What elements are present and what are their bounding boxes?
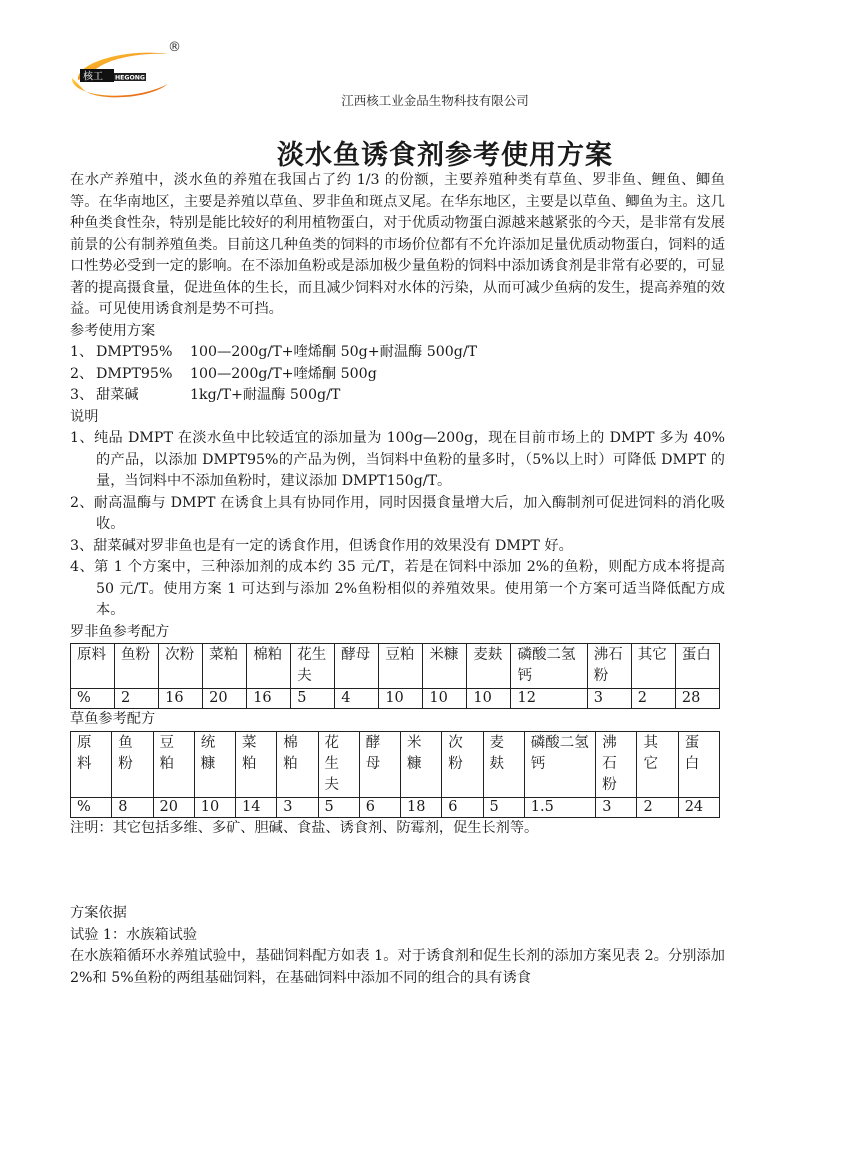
table-header-cell: 沸石粉 bbox=[587, 644, 631, 689]
table-cell: 3 bbox=[587, 689, 631, 709]
basis-heading: 方案依据 bbox=[70, 905, 127, 921]
table-cell: 10 bbox=[379, 689, 423, 709]
table-header-cell: 菜粕 bbox=[203, 644, 247, 689]
table-header-cell: 其它 bbox=[631, 644, 675, 689]
table-cell: 5 bbox=[483, 797, 524, 817]
table-header-cell: 原料 bbox=[71, 731, 112, 797]
note-item: 4、第 1 个方案中，三种添加剂的成本约 35 元/T，若是在饲料中添加 2%的鱼粉，则配方成本将提高 50 元/T。使用方案 1 可达到与添加 2%鱼粉相似的养殖效果。使用第一个方案可适当降低配方成本。 bbox=[70, 559, 725, 618]
table-cell: 6 bbox=[442, 797, 483, 817]
table-header-row bbox=[71, 731, 720, 797]
plan-item bbox=[70, 385, 725, 407]
table-cell: 3 bbox=[596, 797, 637, 817]
table-cell: 3 bbox=[277, 797, 318, 817]
table-header-cell: 花生夫 bbox=[291, 644, 335, 689]
table-cell: 12 bbox=[511, 689, 587, 709]
plan-number: 3、 bbox=[70, 387, 94, 403]
footnote: 注明：其它包括多维、多矿、胆碱、食盐、诱食剂、防霉剂，促生长剂等。 bbox=[70, 819, 539, 836]
table-header-cell: 豆粕 bbox=[153, 731, 194, 797]
tilapia-formula-table bbox=[70, 643, 720, 709]
table-header-cell: 棉粕 bbox=[277, 731, 318, 797]
plans-list bbox=[70, 342, 725, 407]
table-header-cell: 米糠 bbox=[401, 731, 442, 797]
plan-dose: 100—200g/T+喹烯酮 500g bbox=[190, 365, 377, 382]
plan-number: 1、 bbox=[70, 344, 94, 360]
table-cell: 5 bbox=[291, 689, 335, 709]
table-header-cell: 酵母 bbox=[335, 644, 379, 689]
table-header-cell: 沸石粉 bbox=[596, 731, 637, 797]
table-header-cell: 麦麸 bbox=[467, 644, 511, 689]
plan-agent: DMPT95% bbox=[96, 344, 173, 360]
table-row-label: % bbox=[71, 797, 112, 817]
tilapia-heading: 罗非鱼参考配方 bbox=[70, 623, 170, 640]
table-header-cell: 其它 bbox=[637, 731, 678, 797]
trial-title: 试验 1：水族箱试验 bbox=[70, 926, 198, 943]
table-row-label: % bbox=[71, 689, 115, 709]
table-cell: 24 bbox=[678, 797, 719, 817]
grass-carp-heading: 草鱼参考配方 bbox=[70, 711, 156, 727]
table-cell: 2 bbox=[631, 689, 675, 709]
plan-agent: DMPT95% bbox=[96, 365, 173, 382]
table-cell: 8 bbox=[112, 797, 153, 817]
note-item: 3、甜菜碱对罗非鱼也是有一定的诱食作用，但诱食作用的效果没有 DMPT 好。 bbox=[70, 537, 573, 554]
plan-item bbox=[70, 364, 725, 386]
table-header-cell: 次粉 bbox=[442, 731, 483, 797]
plan-number: 2、 bbox=[70, 365, 94, 382]
table-cell: 10 bbox=[467, 689, 511, 709]
table-cell: 5 bbox=[318, 797, 359, 817]
table-cell: 16 bbox=[247, 689, 291, 709]
table-row bbox=[71, 797, 720, 817]
table-cell: 16 bbox=[159, 689, 203, 709]
table-header-cell: 磷酸二氢钙 bbox=[511, 644, 587, 689]
table-cell: 10 bbox=[423, 689, 467, 709]
table-cell: 28 bbox=[675, 689, 719, 709]
table-header-cell: 棉粕 bbox=[247, 644, 291, 689]
logo-subtext: HEGONG bbox=[115, 74, 146, 82]
table-header-cell: 菜粕 bbox=[236, 731, 277, 797]
table-header-cell: 磷酸二氢钙 bbox=[524, 731, 595, 797]
logo-text: 核工 bbox=[83, 71, 103, 83]
registered-mark: ® bbox=[168, 40, 181, 55]
intro-paragraph: 在水产养殖中，淡水鱼的养殖在我国占了约 1/3 的份额，主要养殖种类有草鱼、罗非鱼、鲤鱼、鲫鱼等。在华南地区，主要是养殖以草鱼、罗非鱼和斑点叉尾。在华东地区，主要是以草鱼、鲫鱼为主。这几种鱼类食性杂，特别是能比较好的利用植物蛋白，对于优质动物蛋白源越来越紧张的今天，是非常有发展前景的公有制养殖鱼类。目前这几种鱼类的饲料的市场价位都有不允许添加足量优质动物蛋白，饲料的适口性势必受到一定的影响。在不添加鱼粉或是添加极少量鱼粉的饲料中添加诱食剂是非常有必要的，可显著的提高摄食量，促进鱼体的生长，而且减少饲料对水体的污染，从而可减少鱼病的发生，提高养殖的效益。可见使用诱食剂是势不可挡。 bbox=[70, 172, 725, 317]
table-header-row bbox=[71, 644, 720, 689]
table-cell: 10 bbox=[194, 797, 235, 817]
company-name: 江西核工业金品生物科技有限公司 bbox=[341, 93, 529, 108]
plan-item bbox=[70, 342, 725, 364]
table-cell: 20 bbox=[203, 689, 247, 709]
document-body bbox=[70, 170, 725, 989]
table-header-cell: 米糠 bbox=[423, 644, 467, 689]
table-header-cell: 麦麸 bbox=[483, 731, 524, 797]
table-header-cell: 蛋白 bbox=[678, 731, 719, 797]
table-header-cell: 花生夫 bbox=[318, 731, 359, 797]
page-title: 淡水鱼诱食剂参考使用方案 bbox=[277, 140, 613, 171]
note-item: 1、纯品 DMPT 在淡水鱼中比较适宜的添加量为 100g—200g，现在目前市场上的 DMPT 多为 40%的产品，以添加 DMPT95%的产品为例，当饲料中鱼粉的量多时，（5%以上时）可降低 DMPT 的量，当饲料中不添加鱼粉时，建议添加 DMPT150g/T。 bbox=[70, 430, 725, 489]
trial-paragraph: 在水族箱循环水养殖试验中，基础饲料配方如表 1。对于诱食剂和促生长剂的添加方案见表 2。分别添加 2%和 5%鱼粉的两组基础饲料，在基础饲料中添加不同的组合的具有诱食 bbox=[70, 948, 725, 986]
table-cell: 18 bbox=[401, 797, 442, 817]
plan-agent: 甜菜碱 bbox=[96, 387, 139, 403]
table-header-cell: 统糠 bbox=[194, 731, 235, 797]
table-header-cell: 鱼粉 bbox=[112, 731, 153, 797]
table-cell: 2 bbox=[115, 689, 159, 709]
table-cell: 4 bbox=[335, 689, 379, 709]
plan-dose: 1kg/T+耐温酶 500g/T bbox=[190, 387, 341, 403]
table-cell: 2 bbox=[637, 797, 678, 817]
grass-carp-formula-table bbox=[70, 731, 720, 818]
table-cell: 1.5 bbox=[524, 797, 595, 817]
notes-heading: 说明 bbox=[70, 408, 99, 425]
table-row bbox=[71, 689, 720, 709]
plans-heading: 参考使用方案 bbox=[70, 322, 156, 339]
table-header-cell: 原料 bbox=[71, 644, 115, 689]
table-header-cell: 次粉 bbox=[159, 644, 203, 689]
plan-dose: 100—200g/T+喹烯酮 50g+耐温酶 500g/T bbox=[190, 344, 478, 360]
table-header-cell: 豆粕 bbox=[379, 644, 423, 689]
table-header-cell: 酵母 bbox=[359, 731, 400, 797]
table-cell: 20 bbox=[153, 797, 194, 817]
note-item: 2、耐高温酶与 DMPT 在诱食上具有协同作用，同时因摄食量增大后，加入酶制剂可促进饲料的消化吸收。 bbox=[70, 494, 725, 532]
table-header-cell: 鱼粉 bbox=[115, 644, 159, 689]
table-cell: 14 bbox=[236, 797, 277, 817]
table-cell: 6 bbox=[359, 797, 400, 817]
table-header-cell: 蛋白 bbox=[675, 644, 719, 689]
